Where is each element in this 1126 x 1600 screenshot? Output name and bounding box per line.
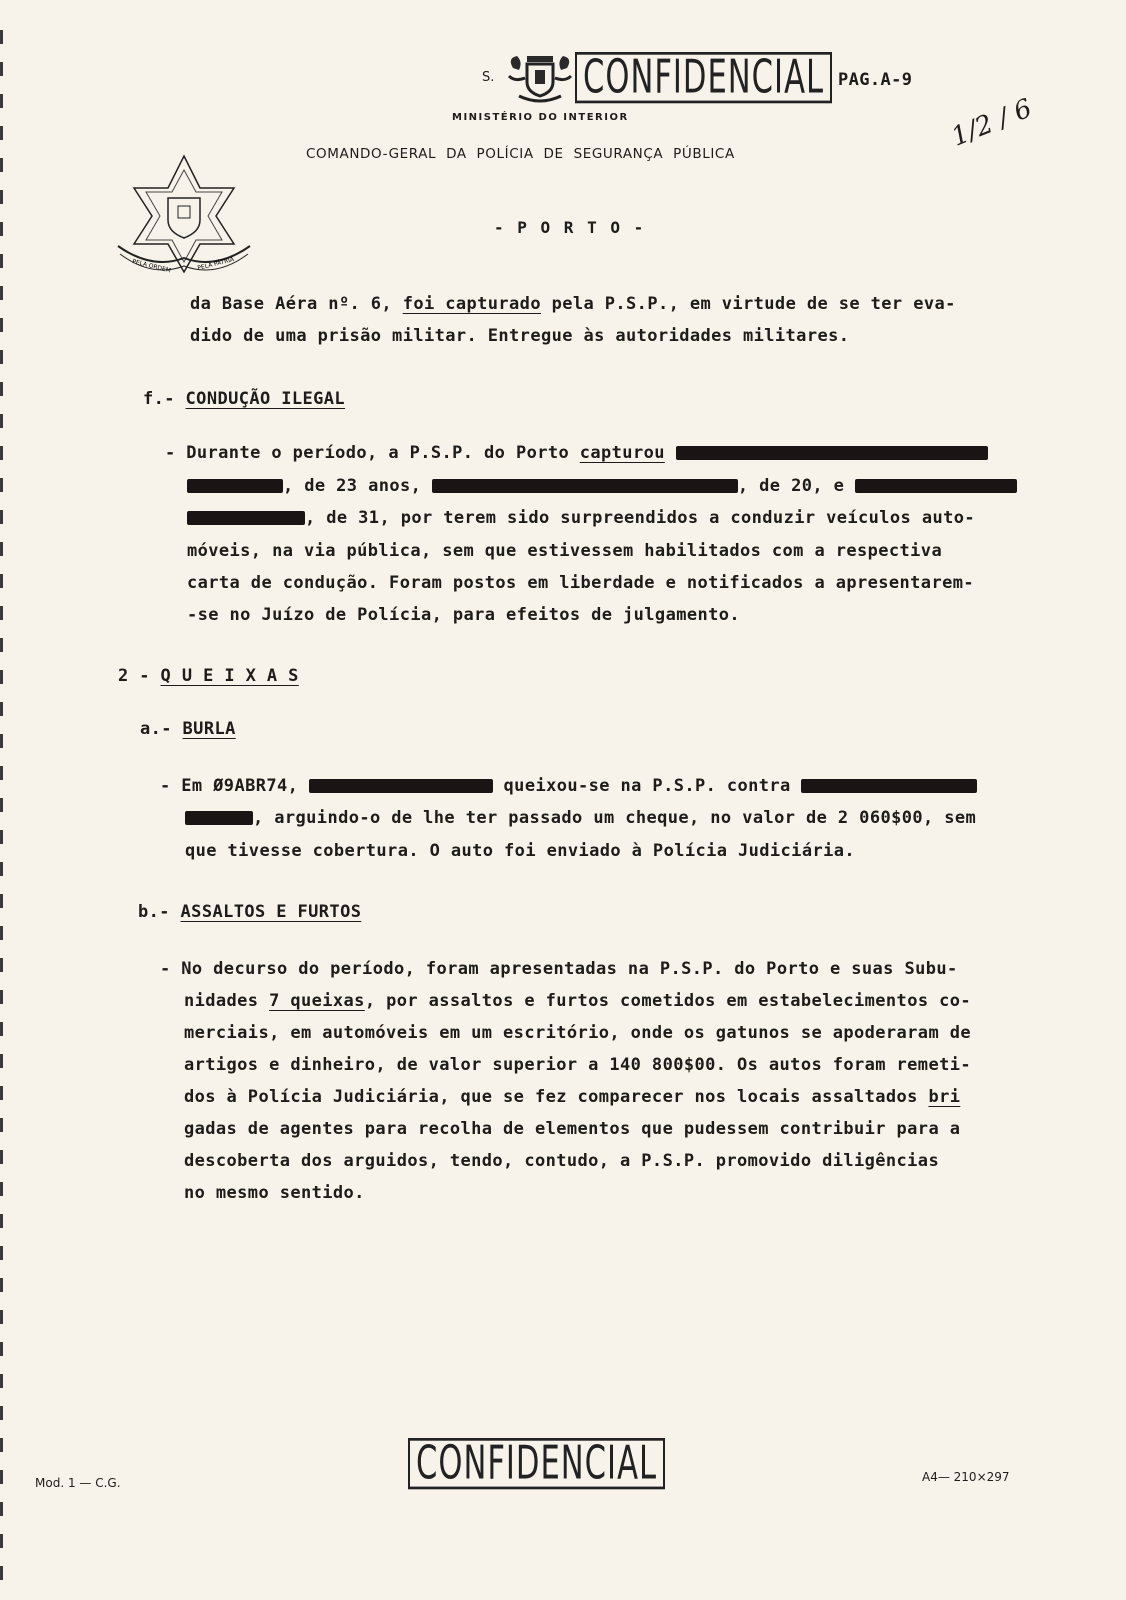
section-b-line-3: merciais, em automóveis em um escritório, onde os gatunos se apoderaram de [184,1023,971,1043]
section-f-line-2: , de 23 anos, , de 20, e [187,476,1017,496]
section-f-heading: f.- CONDUÇÃO ILEGAL [143,389,346,409]
section-2-heading: 2 - Q U E I X A S [118,666,299,686]
paper-size-label: A4— 210×297 [922,1470,1010,1484]
section-b-line-4: artigos e dinheiro, de valor superior a 140 800$00. Os autos foram remeti- [184,1055,971,1075]
redaction-bar [187,511,305,525]
section-f-line-5: carta de condução. Foram postos em liberdade e notificados a apresentarem- [187,573,974,593]
redaction-bar [187,479,283,493]
section-a-heading: a.- BURLA [140,719,236,739]
section-a-line-2: , arguindo-o de lhe ter passado um cheque, no valor de 2 060$00, sem [185,808,976,828]
section-b-heading: b.- ASSALTOS E FURTOS [138,902,362,922]
section-b-line-5: dos à Polícia Judiciária, que se fez comparecer nos locais assaltados bri [184,1087,961,1107]
redaction-bar [801,779,977,793]
ministry-label: MINISTÉRIO DO INTERIOR [452,112,629,123]
s-mark: S. [482,70,495,85]
section-f-line-1: - Durante o período, a P.S.P. do Porto capturou [165,443,988,463]
redaction-bar [185,811,253,825]
confidential-stamp-top: CONFIDENCIAL [575,52,832,103]
city-heading: - P O R T O - [494,218,646,237]
binder-holes [0,30,3,1590]
section-b-line-7: descoberta dos arguidos, tendo, contudo, a P.S.P. promovido diligências [184,1151,940,1171]
redaction-bar [855,479,1017,493]
redaction-bar [432,479,738,493]
section-b-line-6: gadas de agentes para recolha de elementos que pudessem contribuir para a [184,1119,961,1139]
psp-star-emblem-icon [112,150,257,278]
section-b-line-8: no mesmo sentido. [184,1183,365,1203]
section-b-line-2: nidades 7 queixas, por assaltos e furtos cometidos em estabelecimentos co- [184,991,971,1011]
redaction-bar [676,446,988,460]
intro-line-1: da Base Aéra nº. 6, foi capturado pela P.S.P., em virtude de se ter eva- [190,294,956,314]
page-reference: PAG.A-9 [838,70,913,90]
section-f-line-6: -se no Juízo de Polícia, para efeitos de julgamento. [187,605,741,625]
section-b-line-1: - No decurso do período, foram apresentadas na P.S.P. do Porto e suas Subu- [160,959,958,979]
section-f-line-3: , de 31, por terem sido surpreendidos a conduzir veículos auto- [187,508,975,528]
confidential-stamp-bottom: CONFIDENCIAL [408,1438,665,1489]
section-a-line-1: - Em Ø9ABR74, queixou-se na P.S.P. contra [160,776,977,796]
section-a-line-3: que tivesse cobertura. O auto foi enviado à Polícia Judiciária. [185,841,855,861]
coat-of-arms-icon [505,48,575,104]
model-label: Mod. 1 — C.G. [35,1476,121,1490]
section-f-line-4: móveis, na via pública, sem que estivessem habilitados com a respectiva [187,541,943,561]
intro-line-2: dido de uma prisão militar. Entregue às autoridades militares. [190,326,850,346]
command-label: COMANDO-GERAL DA POLÍCIA DE SEGURANÇA PÚBLICA [306,146,735,162]
redaction-bar [309,779,493,793]
svg-text:PELA ORDEM: PELA ORDEM [131,258,172,275]
handwritten-note: 1/2 / 6 [947,93,1037,153]
svg-text:PELA PÁTRIA: PELA PÁTRIA [196,256,235,272]
